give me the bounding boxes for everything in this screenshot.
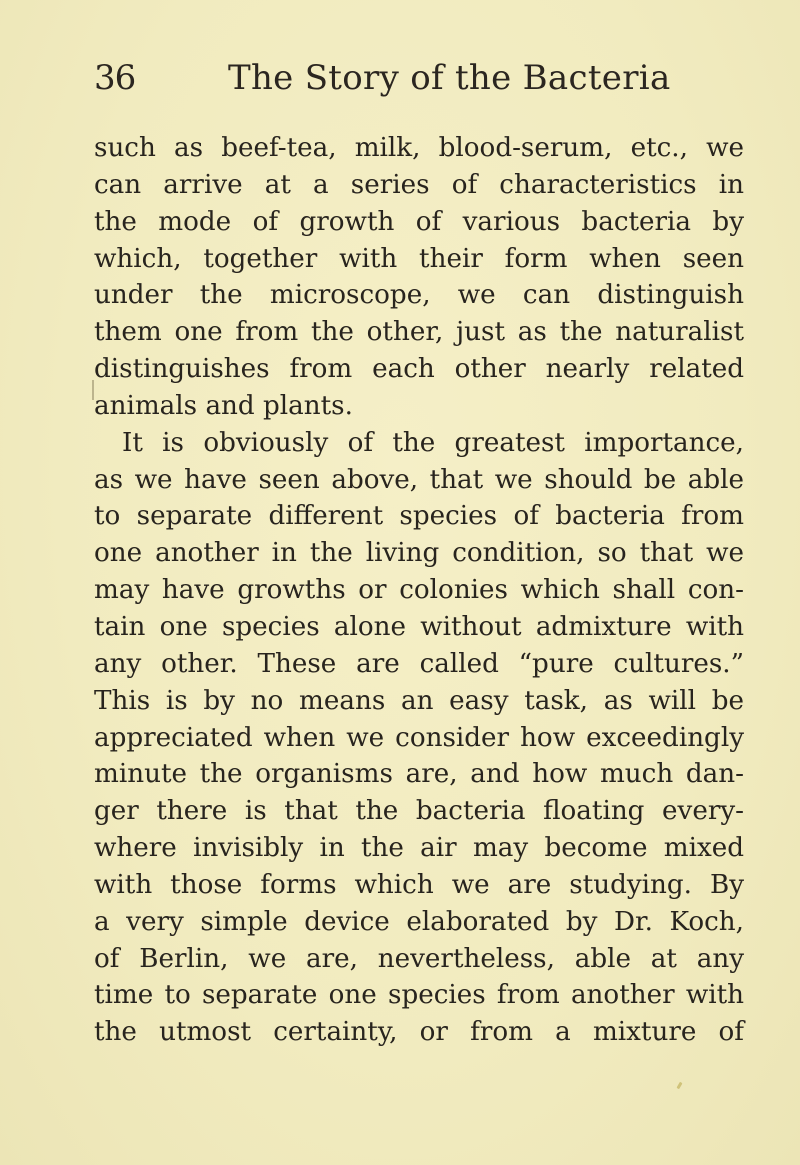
body-text: [94, 130, 744, 1051]
text-line: may have growths or colonies which shall con-: [94, 575, 744, 606]
text-line: them one from the other, just as the naturalist: [94, 317, 744, 348]
text-line: can arrive at a series of characteristics in: [94, 169, 744, 200]
text-line: tain one species alone without admixture with: [94, 611, 744, 642]
text-line: It is obviously of the greatest importance,: [122, 427, 744, 458]
text-line: one another in the living condition, so that we: [94, 538, 744, 569]
ink-speck: [676, 1082, 682, 1090]
text-line: minute the organisms are, and how much dan-: [94, 759, 744, 790]
text-line: distinguishes from each other nearly related: [94, 354, 744, 385]
text-line: the mode of growth of various bacteria by: [94, 206, 744, 237]
text-line: ger there is that the bacteria floating every-: [94, 796, 744, 827]
text-line: any other. These are called “pure cultures.”: [94, 648, 744, 679]
text-line: as we have seen above, that we should be able: [94, 464, 744, 495]
text-line: where invisibly in the air may become mixed: [94, 833, 744, 864]
text-line: time to separate one species from another with: [94, 980, 744, 1011]
text-line: of Berlin, we are, nevertheless, able at any: [94, 943, 744, 974]
text-line: under the microscope, we can distinguish: [94, 280, 744, 311]
text-line: appreciated when we consider how exceedingly: [94, 722, 744, 753]
running-title: The Story of the Bacteria: [228, 58, 671, 98]
text-line: which, together with their form when seen: [94, 243, 744, 274]
text-line: the utmost certainty, or from a mixture of: [94, 1017, 744, 1048]
text-line: a very simple device elaborated by Dr. Koch,: [94, 906, 744, 937]
text-line: This is by no means an easy task, as will be: [94, 685, 744, 716]
page-number: 36: [94, 58, 136, 98]
text-line: to separate different species of bacteria from: [94, 501, 744, 532]
text-line: with those forms which we are studying. By: [94, 869, 744, 900]
text-line: such as beef-tea, milk, blood-serum, etc., we: [94, 133, 744, 163]
text-line: animals and plants.: [94, 390, 353, 421]
page-header: [94, 56, 734, 106]
